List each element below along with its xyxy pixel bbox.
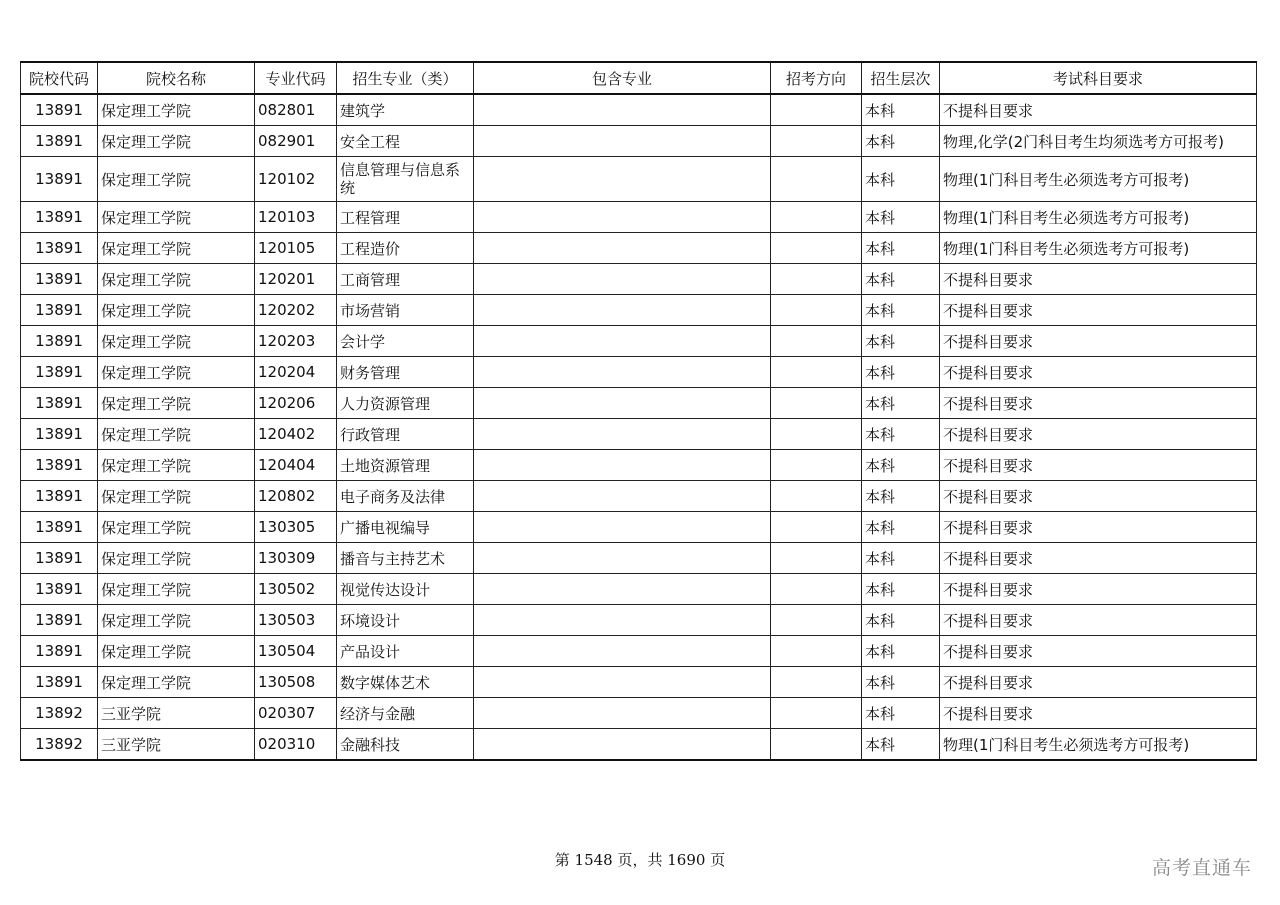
major-cell: 经济与金融 xyxy=(337,698,474,729)
col-header-school-name: 院校名称 xyxy=(98,62,255,94)
school-code-cell: 13892 xyxy=(21,698,98,729)
major-code-cell: 130309 xyxy=(255,543,337,574)
major-code-cell: 020307 xyxy=(255,698,337,729)
direction-cell xyxy=(771,512,862,543)
included-majors-cell xyxy=(474,729,771,761)
major-code-cell: 082901 xyxy=(255,126,337,157)
major-code-cell: 120204 xyxy=(255,357,337,388)
page-number: 第 1548 页，共 1690 页 xyxy=(554,851,726,869)
subject-requirements-cell: 物理(1门科目考生必须选考方可报考) xyxy=(940,157,1257,202)
table-row xyxy=(21,574,1257,605)
table-row xyxy=(21,419,1257,450)
subject-requirements-cell: 不提科目要求 xyxy=(940,295,1257,326)
direction-cell xyxy=(771,729,862,761)
direction-cell xyxy=(771,357,862,388)
direction-cell xyxy=(771,450,862,481)
col-header-subject-requirements: 考试科目要求 xyxy=(940,62,1257,94)
direction-cell xyxy=(771,419,862,450)
school-code-cell: 13891 xyxy=(21,326,98,357)
table-row xyxy=(21,512,1257,543)
level-cell: 本科 xyxy=(862,543,940,574)
included-majors-cell xyxy=(474,357,771,388)
major-code-cell: 130504 xyxy=(255,636,337,667)
major-code-cell: 130502 xyxy=(255,574,337,605)
level-cell: 本科 xyxy=(862,126,940,157)
level-cell: 本科 xyxy=(862,94,940,126)
level-cell: 本科 xyxy=(862,388,940,419)
table-body xyxy=(21,94,1257,760)
subject-requirements-cell: 不提科目要求 xyxy=(940,326,1257,357)
table-row xyxy=(21,667,1257,698)
col-header-included-majors: 包含专业 xyxy=(474,62,771,94)
major-code-cell: 120201 xyxy=(255,264,337,295)
school-name-cell: 保定理工学院 xyxy=(98,295,255,326)
school-code-cell: 13891 xyxy=(21,388,98,419)
table-row xyxy=(21,126,1257,157)
school-code-cell: 13891 xyxy=(21,264,98,295)
included-majors-cell xyxy=(474,388,771,419)
school-name-cell: 保定理工学院 xyxy=(98,357,255,388)
subject-requirements-cell: 不提科目要求 xyxy=(940,605,1257,636)
table-row xyxy=(21,157,1257,202)
school-code-cell: 13891 xyxy=(21,543,98,574)
major-code-cell: 120203 xyxy=(255,326,337,357)
major-cell: 数字媒体艺术 xyxy=(337,667,474,698)
school-name-cell: 保定理工学院 xyxy=(98,605,255,636)
direction-cell xyxy=(771,326,862,357)
school-code-cell: 13892 xyxy=(21,729,98,761)
subject-requirements-cell: 不提科目要求 xyxy=(940,667,1257,698)
major-cell: 视觉传达设计 xyxy=(337,574,474,605)
school-code-cell: 13891 xyxy=(21,481,98,512)
subject-requirements-cell: 不提科目要求 xyxy=(940,264,1257,295)
direction-cell xyxy=(771,126,862,157)
table-row xyxy=(21,388,1257,419)
major-cell: 行政管理 xyxy=(337,419,474,450)
school-code-cell: 13891 xyxy=(21,574,98,605)
included-majors-cell xyxy=(474,481,771,512)
included-majors-cell xyxy=(474,326,771,357)
level-cell: 本科 xyxy=(862,357,940,388)
subject-requirements-cell: 物理,化学(2门科目考生均须选考方可报考) xyxy=(940,126,1257,157)
level-cell: 本科 xyxy=(862,450,940,481)
school-code-cell: 13891 xyxy=(21,357,98,388)
level-cell: 本科 xyxy=(862,605,940,636)
table-row xyxy=(21,698,1257,729)
major-code-cell: 120206 xyxy=(255,388,337,419)
school-name-cell: 保定理工学院 xyxy=(98,512,255,543)
direction-cell xyxy=(771,481,862,512)
direction-cell xyxy=(771,667,862,698)
level-cell: 本科 xyxy=(862,667,940,698)
level-cell: 本科 xyxy=(862,233,940,264)
school-code-cell: 13891 xyxy=(21,512,98,543)
major-code-cell: 120402 xyxy=(255,419,337,450)
table-row xyxy=(21,357,1257,388)
level-cell: 本科 xyxy=(862,729,940,761)
table-row xyxy=(21,605,1257,636)
major-cell: 信息管理与信息系统 xyxy=(337,157,474,202)
school-name-cell: 三亚学院 xyxy=(98,729,255,761)
included-majors-cell xyxy=(474,605,771,636)
direction-cell xyxy=(771,574,862,605)
school-name-cell: 保定理工学院 xyxy=(98,419,255,450)
major-code-cell: 120404 xyxy=(255,450,337,481)
table-row xyxy=(21,543,1257,574)
table-row xyxy=(21,729,1257,761)
included-majors-cell xyxy=(474,264,771,295)
table-row xyxy=(21,636,1257,667)
school-name-cell: 保定理工学院 xyxy=(98,233,255,264)
major-cell: 会计学 xyxy=(337,326,474,357)
major-cell: 金融科技 xyxy=(337,729,474,761)
included-majors-cell xyxy=(474,698,771,729)
school-code-cell: 13891 xyxy=(21,667,98,698)
included-majors-cell xyxy=(474,450,771,481)
school-name-cell: 保定理工学院 xyxy=(98,126,255,157)
level-cell: 本科 xyxy=(862,698,940,729)
table-row xyxy=(21,94,1257,126)
level-cell: 本科 xyxy=(862,295,940,326)
level-cell: 本科 xyxy=(862,481,940,512)
direction-cell xyxy=(771,264,862,295)
col-header-level: 招生层次 xyxy=(862,62,940,94)
major-code-cell: 120103 xyxy=(255,202,337,233)
school-code-cell: 13891 xyxy=(21,636,98,667)
school-name-cell: 保定理工学院 xyxy=(98,543,255,574)
included-majors-cell xyxy=(474,233,771,264)
major-cell: 环境设计 xyxy=(337,605,474,636)
major-cell: 工程管理 xyxy=(337,202,474,233)
subject-requirements-cell: 不提科目要求 xyxy=(940,636,1257,667)
direction-cell xyxy=(771,157,862,202)
subject-requirements-cell: 不提科目要求 xyxy=(940,94,1257,126)
major-cell: 财务管理 xyxy=(337,357,474,388)
school-name-cell: 保定理工学院 xyxy=(98,264,255,295)
direction-cell xyxy=(771,636,862,667)
school-code-cell: 13891 xyxy=(21,605,98,636)
major-cell: 产品设计 xyxy=(337,636,474,667)
subject-requirements-cell: 不提科目要求 xyxy=(940,574,1257,605)
table-row xyxy=(21,202,1257,233)
major-code-cell: 082801 xyxy=(255,94,337,126)
direction-cell xyxy=(771,543,862,574)
school-code-cell: 13891 xyxy=(21,126,98,157)
school-code-cell: 13891 xyxy=(21,157,98,202)
subject-requirements-cell: 不提科目要求 xyxy=(940,481,1257,512)
table-row xyxy=(21,295,1257,326)
subject-requirements-cell: 不提科目要求 xyxy=(940,388,1257,419)
direction-cell xyxy=(771,605,862,636)
major-cell: 电子商务及法律 xyxy=(337,481,474,512)
major-code-cell: 130508 xyxy=(255,667,337,698)
school-code-cell: 13891 xyxy=(21,94,98,126)
school-code-cell: 13891 xyxy=(21,233,98,264)
school-name-cell: 保定理工学院 xyxy=(98,94,255,126)
table-row xyxy=(21,264,1257,295)
direction-cell xyxy=(771,698,862,729)
school-name-cell: 保定理工学院 xyxy=(98,157,255,202)
included-majors-cell xyxy=(474,94,771,126)
subject-requirements-cell: 物理(1门科目考生必须选考方可报考) xyxy=(940,202,1257,233)
school-name-cell: 保定理工学院 xyxy=(98,667,255,698)
included-majors-cell xyxy=(474,202,771,233)
major-code-cell: 120102 xyxy=(255,157,337,202)
direction-cell xyxy=(771,388,862,419)
header-row xyxy=(21,62,1257,94)
school-name-cell: 保定理工学院 xyxy=(98,574,255,605)
level-cell: 本科 xyxy=(862,264,940,295)
major-cell: 工程造价 xyxy=(337,233,474,264)
school-code-cell: 13891 xyxy=(21,295,98,326)
school-name-cell: 保定理工学院 xyxy=(98,388,255,419)
included-majors-cell xyxy=(474,574,771,605)
col-header-direction: 招考方向 xyxy=(771,62,862,94)
school-name-cell: 三亚学院 xyxy=(98,698,255,729)
subject-requirements-cell: 不提科目要求 xyxy=(940,512,1257,543)
col-header-school-code: 院校代码 xyxy=(21,62,98,94)
school-name-cell: 保定理工学院 xyxy=(98,636,255,667)
major-cell: 市场营销 xyxy=(337,295,474,326)
included-majors-cell xyxy=(474,636,771,667)
subject-requirements-cell: 不提科目要求 xyxy=(940,698,1257,729)
col-header-major-code: 专业代码 xyxy=(255,62,337,94)
table-row xyxy=(21,233,1257,264)
subject-requirements-cell: 不提科目要求 xyxy=(940,450,1257,481)
included-majors-cell xyxy=(474,419,771,450)
major-cell: 播音与主持艺术 xyxy=(337,543,474,574)
school-name-cell: 保定理工学院 xyxy=(98,450,255,481)
school-code-cell: 13891 xyxy=(21,450,98,481)
table-row xyxy=(21,450,1257,481)
school-code-cell: 13891 xyxy=(21,419,98,450)
major-cell: 土地资源管理 xyxy=(337,450,474,481)
school-name-cell: 保定理工学院 xyxy=(98,481,255,512)
level-cell: 本科 xyxy=(862,574,940,605)
major-cell: 安全工程 xyxy=(337,126,474,157)
included-majors-cell xyxy=(474,126,771,157)
subject-requirements-cell: 不提科目要求 xyxy=(940,543,1257,574)
school-name-cell: 保定理工学院 xyxy=(98,202,255,233)
subject-requirements-cell: 物理(1门科目考生必须选考方可报考) xyxy=(940,233,1257,264)
subject-requirements-cell: 不提科目要求 xyxy=(940,357,1257,388)
level-cell: 本科 xyxy=(862,202,940,233)
col-header-major: 招生专业（类） xyxy=(337,62,474,94)
direction-cell xyxy=(771,94,862,126)
included-majors-cell xyxy=(474,512,771,543)
table-row xyxy=(21,326,1257,357)
table-row xyxy=(21,481,1257,512)
major-cell: 广播电视编导 xyxy=(337,512,474,543)
major-code-cell: 120802 xyxy=(255,481,337,512)
school-code-cell: 13891 xyxy=(21,202,98,233)
major-cell: 建筑学 xyxy=(337,94,474,126)
major-code-cell: 020310 xyxy=(255,729,337,761)
major-code-cell: 120105 xyxy=(255,233,337,264)
subject-requirements-cell: 不提科目要求 xyxy=(940,419,1257,450)
direction-cell xyxy=(771,233,862,264)
major-code-cell: 130305 xyxy=(255,512,337,543)
level-cell: 本科 xyxy=(862,636,940,667)
direction-cell xyxy=(771,202,862,233)
watermark: 高考直通车 xyxy=(1151,857,1252,879)
subject-requirements-cell: 物理(1门科目考生必须选考方可报考) xyxy=(940,729,1257,761)
level-cell: 本科 xyxy=(862,419,940,450)
included-majors-cell xyxy=(474,295,771,326)
included-majors-cell xyxy=(474,543,771,574)
level-cell: 本科 xyxy=(862,512,940,543)
admissions-table xyxy=(20,61,1257,761)
major-code-cell: 130503 xyxy=(255,605,337,636)
school-name-cell: 保定理工学院 xyxy=(98,326,255,357)
included-majors-cell xyxy=(474,667,771,698)
major-cell: 工商管理 xyxy=(337,264,474,295)
direction-cell xyxy=(771,295,862,326)
included-majors-cell xyxy=(474,157,771,202)
level-cell: 本科 xyxy=(862,157,940,202)
level-cell: 本科 xyxy=(862,326,940,357)
major-code-cell: 120202 xyxy=(255,295,337,326)
major-cell: 人力资源管理 xyxy=(337,388,474,419)
